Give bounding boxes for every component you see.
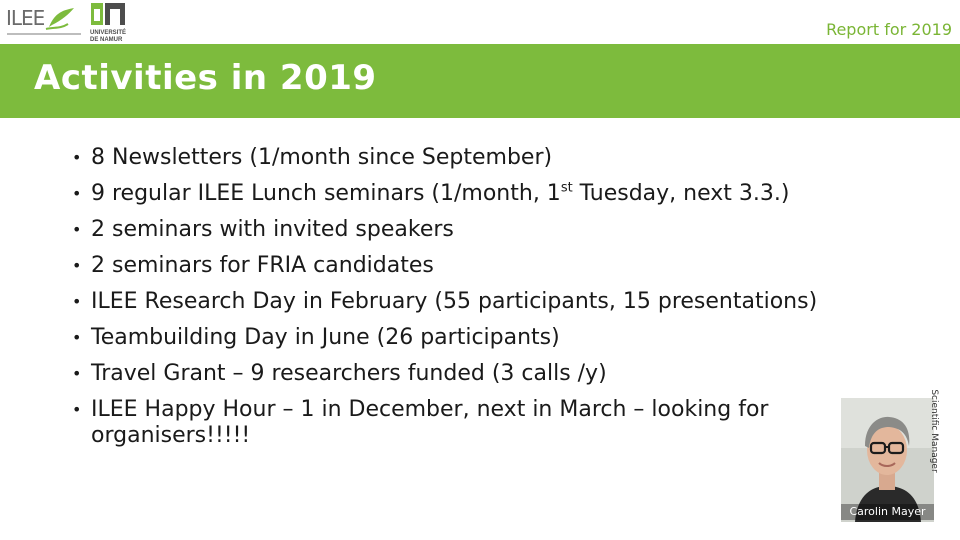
bullet-text: ILEE Happy Hour – 1 in December, next in March – looking for organisers!!!!! [91, 397, 769, 448]
top-header-bar [0, 0, 960, 44]
bullet-dot-icon: • [72, 364, 82, 383]
unamur-logo-line2: DE NAMUR [90, 37, 123, 43]
bullet-item [70, 181, 830, 207]
bullet-item [70, 289, 830, 315]
bullet-text-after: Tuesday, next 3.3.) [572, 181, 790, 206]
ordinal-superscript: st [560, 180, 573, 196]
profile-name: Carolin Mayer [841, 504, 934, 520]
slide-title: Activities in 2019 [34, 58, 377, 98]
bullet-text: 8 Newsletters (1/month since September) [91, 145, 553, 170]
ilee-logo-tagline-strip [7, 33, 81, 35]
bullet-item [70, 397, 830, 449]
bullet-text-before: 9 regular ILEE Lunch seminars (1/month, 1 [91, 181, 561, 206]
bullet-dot-icon: • [72, 256, 82, 275]
bullet-item [70, 361, 830, 387]
profile-photo-card [841, 398, 934, 522]
bullet-dot-icon: • [72, 220, 82, 239]
report-label: Report for 2019 [826, 20, 952, 39]
bullet-item [70, 325, 830, 351]
ilee-logo-word: ILEE [6, 6, 45, 30]
bullet-item [70, 253, 830, 279]
bullet-dot-icon: • [72, 292, 82, 311]
bullet-dot-icon: • [72, 328, 82, 347]
bullet-text: Travel Grant – 9 researchers funded (3 calls /y) [91, 361, 607, 386]
title-band [0, 44, 960, 118]
bullet-dot-icon: • [72, 400, 82, 419]
ilee-logo [2, 2, 84, 42]
bullet-item [70, 145, 830, 171]
unamur-emblem-icon [90, 1, 130, 29]
bullet-item [70, 217, 830, 243]
bullet-text: 2 seminars for FRIA candidates [91, 253, 434, 278]
activities-bullet-list [70, 145, 830, 459]
bullet-dot-icon: • [72, 184, 82, 203]
ilee-leaf-swoosh-icon [2, 2, 84, 42]
unamur-logo [90, 1, 130, 43]
bullet-dot-icon: • [72, 148, 82, 167]
bullet-text: ILEE Research Day in February (55 participants, 15 presentations) [91, 289, 818, 314]
unamur-logo-line1: UNIVERSITÉ [90, 30, 127, 36]
bullet-text: Teambuilding Day in June (26 participants) [91, 325, 560, 350]
profile-role: Scientific Manager [929, 389, 939, 473]
bullet-text: 2 seminars with invited speakers [91, 217, 454, 242]
